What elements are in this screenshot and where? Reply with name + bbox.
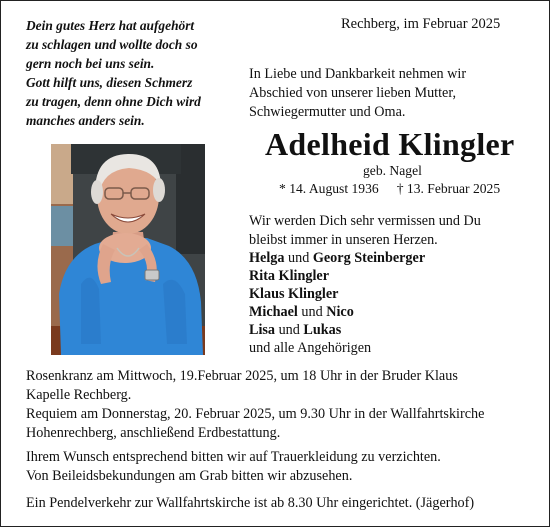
wish-line: Von Beileidsbekundungen am Grab bitten wir abzusehen. — [26, 468, 353, 484]
birth-date: * 14. August 1936 — [279, 181, 379, 196]
shuttle-info — [26, 494, 474, 513]
mourner-row: Michael und Nico — [249, 304, 354, 320]
intro-line: In Liebe und Dankbarkeit nehmen wir — [249, 66, 467, 82]
deceased-name: Adelheid Klingler — [265, 126, 515, 162]
death-date: † 13. Februar 2025 — [396, 181, 501, 196]
mourner-row: Helga und Georg Steinberger — [249, 250, 426, 266]
place-and-date: Rechberg, im Februar 2025 — [341, 16, 501, 32]
poem-line: Dein gutes Herz hat aufgehört — [26, 18, 195, 33]
portrait-photo — [51, 144, 205, 355]
farewell-message — [249, 212, 481, 250]
poem-line: Gott hilft uns, diesen Schmerz — [26, 75, 193, 90]
intro-line: Abschied von unserer lieben Mutter, — [249, 85, 457, 101]
intro-text — [249, 65, 466, 122]
family-wishes — [26, 448, 441, 486]
intro-line: Schwiegermutter und Oma. — [249, 104, 406, 120]
birth-name: geb. Nagel — [363, 163, 422, 178]
wish-line: Ihrem Wunsch entsprechend bitten wir auf Trauerkleidung zu verzichten. — [26, 449, 441, 465]
message-line: bleibst immer in unseren Herzen. — [249, 232, 438, 248]
poem-line: zu tragen, denn ohne Dich wird — [26, 94, 201, 109]
shuttle-line: Ein Pendelverkehr zur Wallfahrtskirche ist ab 8.30 Uhr eingerichtet. (Jägerhof) — [26, 495, 475, 511]
mourner-row: Rita Klingler — [249, 268, 329, 284]
mourner-row: und alle Angehörigen — [249, 340, 372, 356]
mourners-list — [249, 249, 425, 357]
service-line: Requiem am Donnerstag, 20. Februar 2025, um 9.30 Uhr in der Wallfahrtskirche — [26, 406, 485, 422]
life-dates — [279, 181, 500, 197]
message-line: Wir werden Dich sehr vermissen und Du — [249, 213, 481, 229]
service-line: Kapelle Rechberg. — [26, 387, 132, 403]
memorial-poem — [26, 16, 241, 130]
poem-line: manches anders sein. — [26, 113, 145, 128]
service-line: Rosenkranz am Mittwoch, 19.Februar 2025, um 18 Uhr in der Bruder Klaus — [26, 368, 458, 384]
poem-line: zu schlagen und wollte doch so — [26, 37, 198, 52]
mourner-row: Klaus Klingler — [249, 286, 339, 302]
service-line: Hohenrechberg, anschließend Erdbestattung. — [26, 425, 281, 441]
poem-line: gern noch bei uns sein. — [26, 56, 155, 71]
mourner-row: Lisa und Lukas — [249, 322, 342, 338]
service-details — [26, 367, 484, 443]
